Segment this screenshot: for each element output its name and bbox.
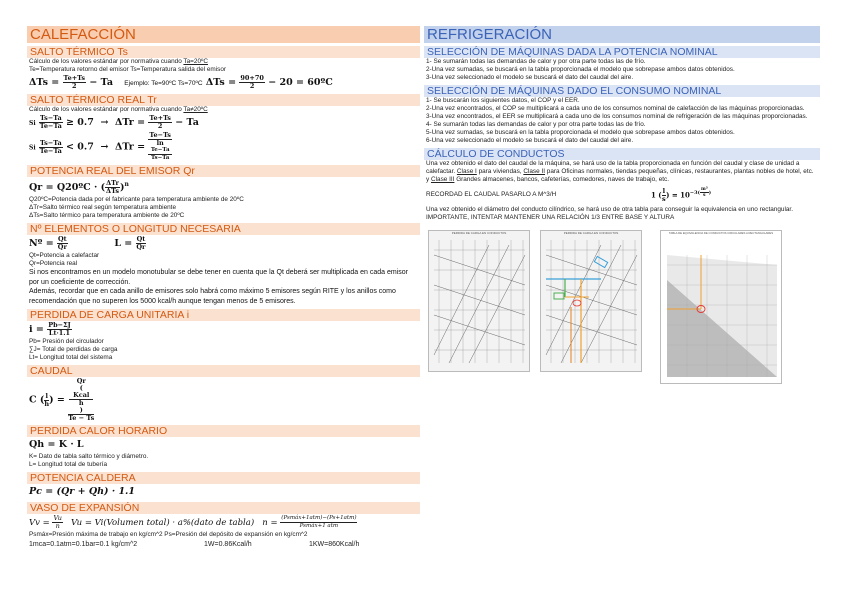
ducts-paragraph3: IMPORTANTE, INTENTAR MANTENER UNA RELACIÓN 1/3 ENTRE BASE Y ALTURA	[426, 213, 675, 221]
flow-formula: C ( $\frac{l}{h}$ ) = Qr ( Kcal h ) Te − Ts	[29, 377, 95, 423]
elements-formulas: Nº = $\frac{Qt}{Qr}$ L = $\frac{Qt}{Qr}$	[29, 235, 146, 252]
unit-loss-heading: PERDIDA DE CARGA UNITARIA i	[27, 309, 420, 321]
nominal-power-line3: 3-Una vez seleccionado el modelo se buscará el dato del caudal del aire.	[426, 74, 634, 81]
heating-title: CALEFACCIÓN	[27, 26, 420, 43]
heat-loss-line1: K= Dato de tabla salto térmico y diámetro.	[29, 453, 149, 461]
ducts-heading: CÁLCULO DE CONDUCTOS	[424, 148, 820, 160]
real-power-heading: POTENCIA REAL DEL EMISOR Qr	[27, 165, 420, 177]
boiler-power-heading: POTENCIA CALDERA	[27, 472, 420, 484]
heat-loss-heading: PERDIDA CALOR HORARIO	[27, 425, 420, 437]
nominal-power-line1: 1- Se sumarán todas las demandas de calor y por otra parte todas las de frío.	[426, 58, 646, 65]
boiler-power-formula: Pc = (Qr + Qh) · 1.1	[29, 486, 135, 498]
unit-loss-line1: Pb= Presión del circulador	[29, 338, 104, 346]
thermal-jump-heading: SALTO TÉRMICO Ts	[27, 46, 420, 58]
unit-loss-line3: Lt= Longitud total del sistema	[29, 354, 113, 362]
nominal-consumption-line6: 6-Una vez seleccionado el modelo se buscará el dato del caudal del aire.	[426, 137, 634, 144]
real-jump-case2: Si $\frac{Ts-Ta}{Te-Ta}$ < 0.7 → ΔTr = Te−Ts ln Te−Ta Ts−Ta	[29, 131, 171, 161]
elements-line1: Qt=Potencia a calefactar	[29, 252, 100, 260]
nominal-consumption-line4: 4- Se sumarán todas las demandas de calor y por otra parte todas las de frío.	[426, 121, 646, 128]
heat-loss-formula: Qh = K · L	[29, 439, 84, 451]
expansion-vessel-line1: Psmáx=Presión máxima de trabajo en kg/cm^2 Ps=Presión del depósito de expansión en kg/cm^2	[29, 531, 308, 539]
nominal-consumption-line2: 2-Una vez encontrados, el COP se multiplicará a cada uno de los consumos nominal de calefacción de las máquinas proporcionadas.	[426, 105, 805, 112]
duct-equivalence-chart: TABLA DE EQUIVALENCIA DE CONDUCTOS CIRCULARES A RECTANGULARES	[660, 230, 782, 384]
nominal-power-heading: SELECCIÓN DE MÁQUINAS DADA LA POTENCIA NOMINAL	[424, 46, 820, 58]
heating-column	[27, 26, 420, 550]
flow-heading: CAUDAL	[27, 365, 420, 377]
nominal-consumption-line3: 3-Una vez encontrados, el EER se multiplicará a cada uno de los consumos nominal de refrigeración de las máquinas proporcionadas.	[426, 113, 808, 120]
real-power-formula: Qr = Q20ºC · ( $\frac{\text{ΔTr}}{\text{ΔTs}}$ )$^n$	[29, 179, 129, 196]
real-power-line1: Q20ºC=Potencia dada por el fabricante para temperatura ambiente de 20ºC	[29, 196, 244, 204]
ducts-conversion-formula: 1 ( $\frac{l}{s}$ ) = $10^{-3( \frac{\text{m³}}{s} )}$	[651, 186, 712, 203]
real-power-line3: ΔTs=Salto térmico para temperatura ambiente de 20ºC	[29, 212, 185, 220]
elements-line2: Qr=Potencia real	[29, 260, 78, 268]
elements-heading: Nº ELEMENTOS O LONGITUD NECESARIA	[27, 223, 420, 235]
elements-note1: Si nos encontramos en un modelo monotubular se debe tener en cuenta que la Qt deberá ser multiplicada en cada emisor por un coeficiente de corrección.	[29, 269, 409, 286]
real-jump-case1: Si $\frac{Ts-Ta}{Te-Ta}$ ≥ 0.7 → ΔTr = $\frac{Te+Ts}{2}$ − Ta	[29, 114, 199, 130]
expansion-vessel-formulas: Vv = $\frac{Vu}{n}$ Vu = Vi(Volumen total) · a%(dato de tabla) n = $\frac{\text{(Psmáx+1atm)−(Ps+1atm)}}{\text{Psmáx+1 atm}}$	[29, 514, 357, 531]
nominal-consumption-heading: SELECCIÓN DE MÁQUINAS DADO EL CONSUMO NOMINAL	[424, 85, 820, 97]
unit-loss-formula: i = $\frac{Pb-\Sigma J}{Lt\cdot 1.1}$	[29, 321, 71, 338]
elements-note2: Además, recordar que en cada anillo de emisores solo habrá como máximo 5 emisores según RITE y los anillos como recomendación que no superen los 5000 kcal/h aunque tengan menos de 5 emisores.	[29, 288, 396, 305]
heat-loss-line2: L= Longitud total de tubería	[29, 461, 107, 469]
real-power-line2: ΔTr=Salto térmico real según temperatura ambiente	[29, 204, 177, 212]
thermal-jump-line1: Cálculo de los valores estándar por normativa cuando Ta=20ºC	[29, 58, 208, 65]
real-thermal-jump-heading: SALTO TÉRMICO REAL Tr	[27, 94, 420, 106]
expansion-vessel-heading: VASO DE EXPANSIÓN	[27, 502, 420, 514]
duct-charts	[424, 224, 820, 386]
ducts-flow-reminder: RECORDAD EL CAUDAL PASARLO A M^3/H	[426, 190, 557, 198]
nominal-consumption-line1: 1- Se buscarán los siguientes datos, el COP y el EER.	[426, 97, 580, 104]
duct-friction-chart-2: PERDIDA DE CARGA EN CONDUCTOS	[540, 230, 642, 372]
unit-loss-line2: ∑J= Total de perdidas de carga	[29, 346, 118, 354]
duct-friction-chart-1: PERDIDA DE CARGA EN CONDUCTOS	[428, 230, 530, 372]
nominal-consumption-line5: 5-Una vez sumadas, se buscará en la tabla proporcionada el modelo que sobrepase ambos datos obtenidos.	[426, 129, 735, 136]
ducts-paragraph1: Una vez obtenido el dato del caudal de la máquina, se hará uso de la tabla proporcionada en función del caudal y clase de unidad a calefactar. Clase I para viviendas, Clase II para Oficinas normales, tiendas pequeñas, clínicas, restaurantes, plantas nobles de hotel, etc. y Clase III Grandes almacenes, bancos, cafeterías, comedores, naves de trabajo, etc.	[426, 160, 814, 183]
expansion-vessel-conversions: 1mca=0.1atm=0.1bar=0.1 kg/cm^2 1W=0.86Kcal/h 1KW=860Kcal/h	[29, 541, 360, 549]
cooling-column	[424, 26, 820, 386]
ducts-conversion-row	[426, 187, 818, 203]
thermal-jump-formula: ΔTs = $\frac{Te+Ts}{2}$ − Ta Ejemplo: Te=90ºC Ts=70ºC ΔTs = $\frac{90+70}{2}$ − 20 = 60ºC	[29, 74, 333, 90]
ducts-paragraph2: Una vez obtenido el diámetro del conducto cilíndrico, se hará uso de otra tabla para conseguir la equivalencia en uno rectangular.	[426, 205, 793, 213]
thermal-jump-line2: Te=Temperatura retorno del emisor Ts=Temperatura salida del emisor	[29, 66, 227, 73]
nominal-power-line2: 2-Una vez sumadas, se buscará en la tabla proporcionada el modelo que sobrepase ambos datos obtenidos.	[426, 66, 735, 73]
real-thermal-jump-line1: Cálculo de los valores estándar por normativa cuando Ta≠20ºC	[29, 106, 208, 113]
cooling-title: REFRIGERACIÓN	[424, 26, 820, 43]
thermal-jump-example-label: Ejemplo: Te=90ºC Ts=70ºC	[124, 80, 203, 87]
